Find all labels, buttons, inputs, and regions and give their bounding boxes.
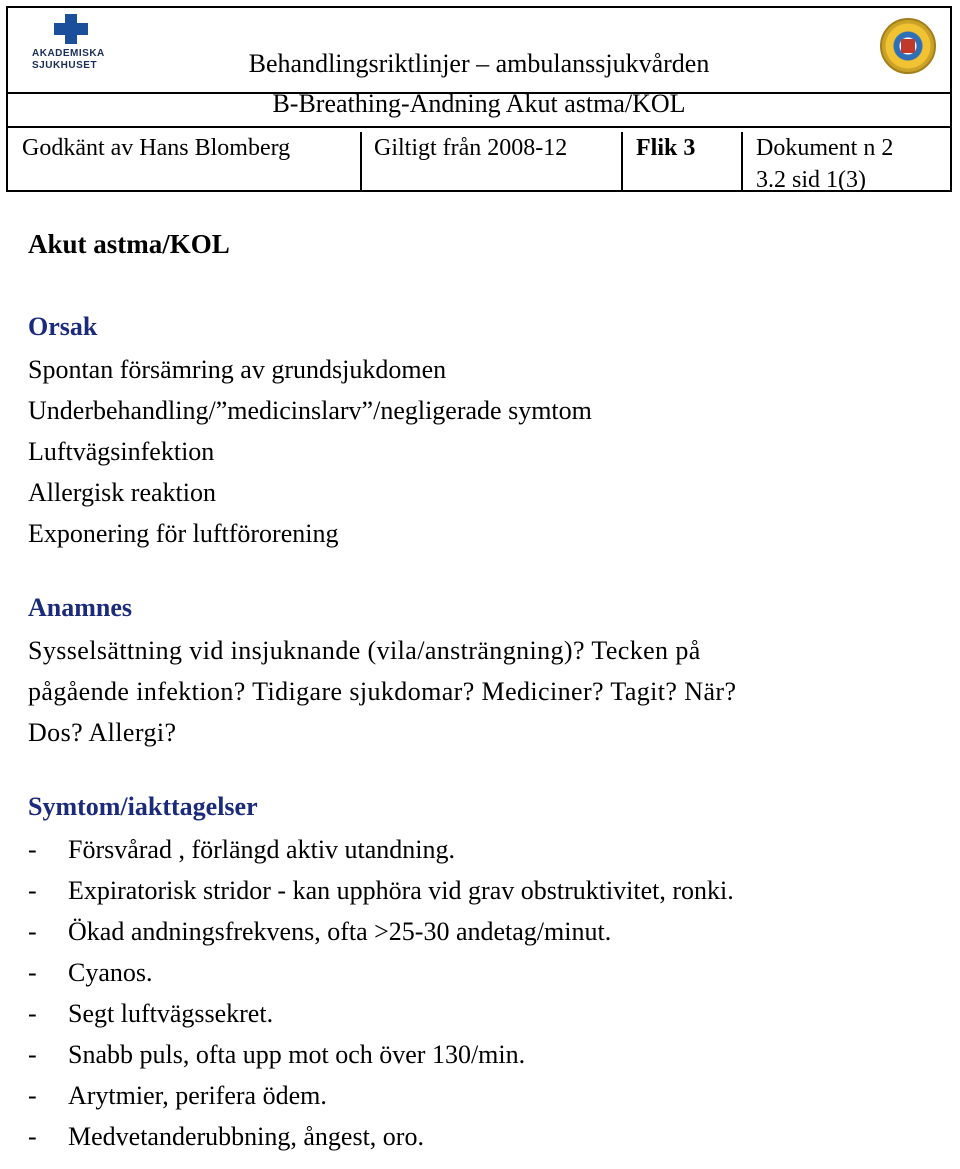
- bullet-dash: -: [28, 958, 37, 987]
- bullet-dash: -: [28, 1081, 37, 1110]
- symtom-heading: Symtom/iakttagelser: [28, 792, 258, 821]
- list-item-text: Expiratorisk stridor - kan upphöra vid grav obstruktivitet, ronki.: [68, 876, 734, 905]
- list-item-text: Arytmier, perifera ödem.: [68, 1081, 327, 1110]
- list-item-text: Medvetanderubbning, ångest, oro.: [68, 1122, 424, 1151]
- document-number: [756, 132, 893, 196]
- bullet-dash: -: [28, 1122, 37, 1151]
- tab-label: Flik 3: [636, 135, 696, 161]
- bullet-dash: -: [28, 917, 37, 946]
- approved-by: Godkänt av Hans Blomberg: [22, 135, 291, 161]
- paragraph-line: pågående infektion? Tidigare sjukdomar? Mediciner? Tagit? När?: [28, 677, 737, 706]
- list-item: Spontan försämring av grundsjukdomen: [28, 355, 447, 384]
- list-item: [28, 870, 928, 911]
- list-item: [28, 911, 928, 952]
- header-title-line1: Behandlingsriktlinjer – ambulanssjukvården: [248, 49, 710, 78]
- paragraph-line: Sysselsättning vid insjuknande (vila/ansträngning)? Tecken på: [28, 636, 701, 665]
- logo-text-line: SJUKHUSET: [32, 60, 98, 71]
- list-item-text: Cyanos.: [68, 958, 153, 987]
- anamnes-paragraph: [28, 630, 928, 753]
- list-item: Allergisk reaktion: [28, 478, 216, 507]
- anamnes-heading: Anamnes: [28, 593, 133, 622]
- list-item: Exponering för luftförorening: [28, 519, 339, 548]
- orsak-heading: Orsak: [28, 312, 98, 341]
- valid-from: Giltigt från 2008-12: [374, 135, 568, 161]
- list-item: [28, 1075, 928, 1116]
- list-item: [28, 829, 928, 870]
- document-title: Akut astma/KOL: [28, 229, 230, 259]
- list-item: Luftvägsinfektion: [28, 437, 215, 466]
- orsak-list: [28, 349, 928, 554]
- header-column-divider: [621, 132, 623, 190]
- bullet-dash: -: [28, 1040, 37, 1069]
- paragraph-line: Dos? Allergi?: [28, 718, 177, 747]
- header-column-divider: [360, 132, 362, 190]
- document-header: [6, 6, 952, 192]
- list-item-text: Segt luftvägssekret.: [68, 999, 274, 1028]
- header-title-line2: B-Breathing-Andning Akut astma/KOL: [272, 89, 686, 118]
- header-column-divider: [741, 132, 743, 190]
- list-item-text: Snabb puls, ofta upp mot och över 130/min.: [68, 1040, 526, 1069]
- document-body: [28, 226, 928, 1157]
- cross-icon: [54, 14, 88, 44]
- list-item-text: Ökad andningsfrekvens, ofta >25-30 andetag/minut.: [68, 917, 612, 946]
- logo-text-line: AKADEMISKA: [32, 48, 105, 59]
- list-item: [28, 1034, 928, 1075]
- bullet-dash: -: [28, 835, 37, 864]
- bullet-dash: -: [28, 876, 37, 905]
- header-divider: [8, 126, 950, 128]
- list-item: [28, 993, 928, 1034]
- list-item: [28, 952, 928, 993]
- list-item: Underbehandling/”medicinslarv”/negligerade symtom: [28, 396, 592, 425]
- symtom-list: [28, 829, 928, 1157]
- bullet-dash: -: [28, 999, 37, 1028]
- document-number-line2: 3.2 sid 1(3): [756, 167, 866, 193]
- list-item-text: Försvårad , förlängd aktiv utandning.: [68, 835, 456, 864]
- list-item: [28, 1116, 928, 1157]
- document-number-line1: Dokument n 2: [756, 135, 894, 161]
